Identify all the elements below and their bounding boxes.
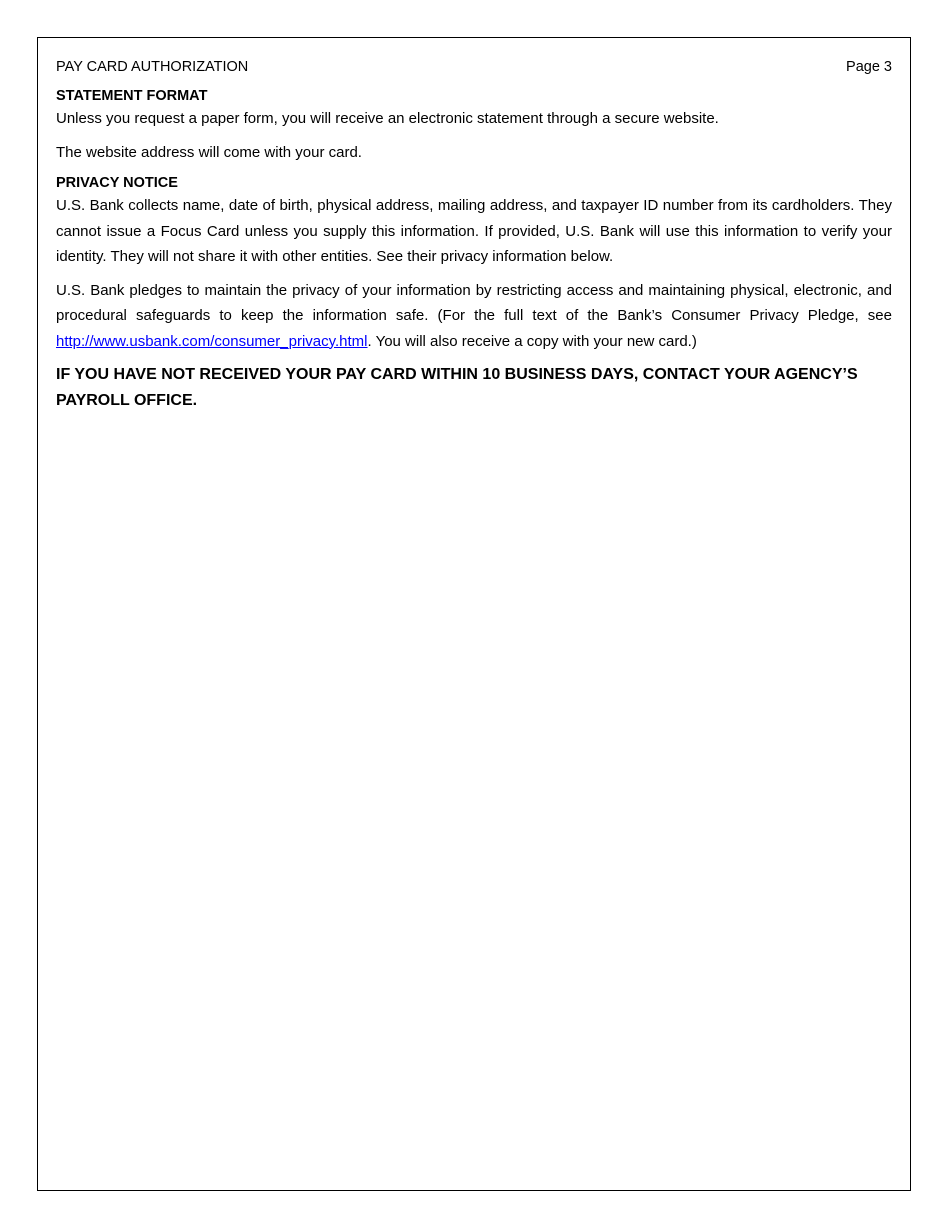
privacy-pledge-text-end: . You will also receive a copy with your new card.) xyxy=(367,332,697,350)
privacy-pledge-paragraph xyxy=(56,278,892,355)
statement-format-paragraph: Unless you request a paper form, you will receive an electronic statement through a secure website. xyxy=(56,110,719,127)
privacy-collection-paragraph: U.S. Bank collects name, date of birth, physical address, mailing address, and taxpayer ID number from its cardholders. They cannot issue a Focus Card unless you supply this information. If provided, U.S. Bank will use this information to verify your identity. They will not share it with other entities. See their privacy information below. xyxy=(56,197,892,265)
page-content xyxy=(56,56,892,414)
website-address-paragraph: The website address will come with your card. xyxy=(56,143,362,161)
privacy-notice-heading: PRIVACY NOTICE xyxy=(56,175,178,191)
page-frame xyxy=(37,37,911,1191)
privacy-notice-section xyxy=(56,173,892,354)
page-header xyxy=(56,56,892,78)
privacy-pledge-text: U.S. Bank pledges to maintain the privacy of your information by restricting access and maintaining physical, electronic, and procedural safeguards to keep the information safe. (For the full text of the Bank’s Consumer Privacy Pledge, see xyxy=(56,281,892,324)
privacy-policy-link[interactable]: http://www.usbank.com/consumer_privacy.html xyxy=(56,332,368,350)
page-number: Page 3 xyxy=(846,59,892,75)
document-title: PAY CARD AUTHORIZATION xyxy=(56,59,249,75)
statement-format-section xyxy=(56,86,892,165)
statement-format-heading: STATEMENT FORMAT xyxy=(56,88,208,104)
closing-notice: IF YOU HAVE NOT RECEIVED YOUR PAY CARD WITHIN 10 BUSINESS DAYS, CONTACT YOUR AGENCY’S PAYROLL OFFICE. xyxy=(56,366,858,409)
